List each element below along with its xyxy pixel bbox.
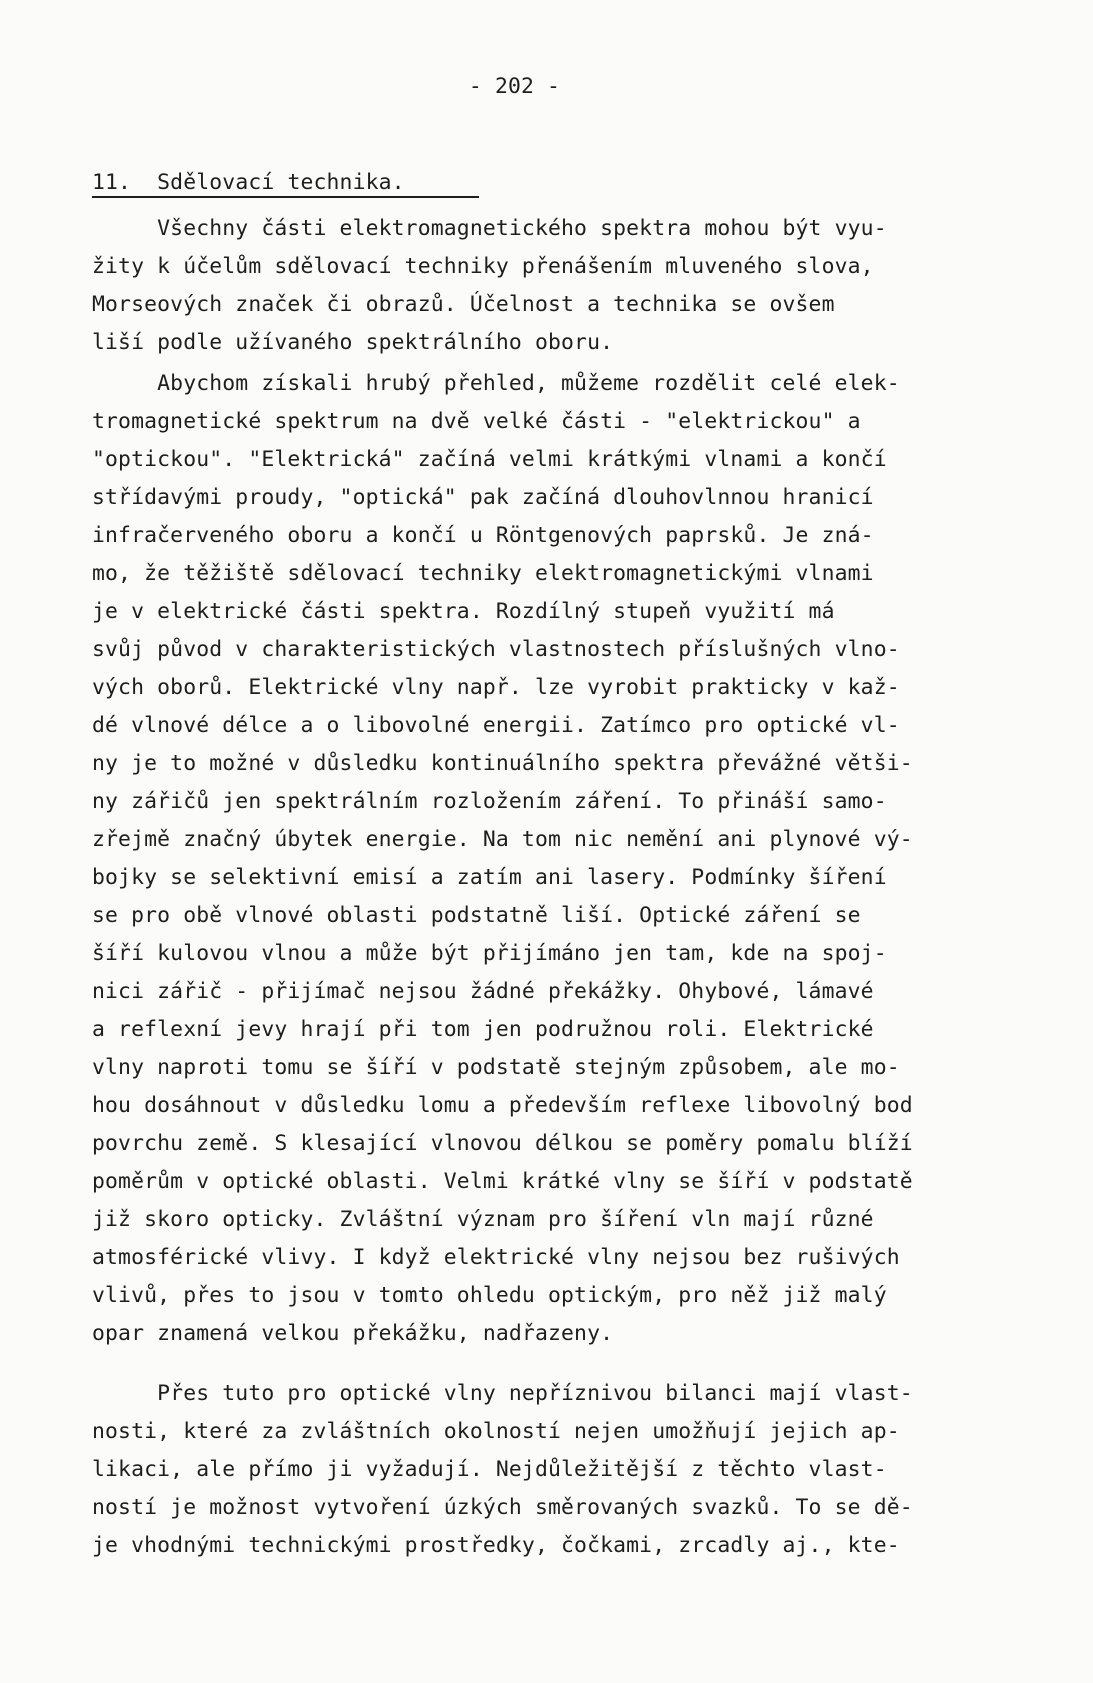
- text-line: bojky se selektivní emisí a zatím ani lasery. Podmínky šíření: [92, 865, 887, 890]
- text-line: Morseových značek či obrazů. Účelnost a technika se ovšem: [92, 292, 835, 317]
- text-line: infračerveného oboru a končí u Röntgenových paprsků. Je zná-: [92, 523, 874, 548]
- text-line: svůj původ v charakteristických vlastnostech příslušných vlno-: [92, 637, 900, 662]
- text-line: likaci, ale přímo ji vyžadují. Nejdůležitější z těchto vlast-: [92, 1457, 887, 1482]
- heading-underline: [92, 196, 479, 198]
- text-line: vlivů, přes to jsou v tomto ohledu optickým, pro něž již malý: [92, 1283, 887, 1308]
- text-line: šíří kulovou vlnou a může být přijímáno jen tam, kde na spoj-: [92, 941, 887, 966]
- text-line: Abychom získali hrubý přehled, můžeme rozdělit celé elek-: [92, 371, 900, 396]
- text-line: mo, že těžiště sdělovací techniky elektromagnetickými vlnami: [92, 561, 874, 586]
- text-line: je v elektrické části spektra. Rozdílný stupeň využití má: [92, 599, 835, 624]
- text-line: opar znamená velkou překážku, nadřazeny.: [92, 1321, 614, 1346]
- text-line: nici zářič - přijímač nejsou žádné překážky. Ohybové, lámavé: [92, 979, 874, 1004]
- text-line: vlny naproti tomu se šíří v podstatě stejným způsobem, ale mo-: [92, 1055, 900, 1080]
- text-line: tromagnetické spektrum na dvě velké části - "elektrickou" a: [92, 409, 861, 434]
- text-line: Přes tuto pro optické vlny nepříznivou bilanci mají vlast-: [92, 1381, 913, 1406]
- section-heading: [92, 170, 405, 195]
- text-line: ny zářičů jen spektrálním rozložením záření. To přináší samo-: [92, 789, 887, 814]
- text-line: žity k účelům sdělovací techniky přenášením mluveného slova,: [92, 254, 874, 279]
- text-line: liší podle užívaného spektrálního oboru.: [92, 330, 614, 355]
- text-line: se pro obě vlnové oblasti podstatně liší. Optické záření se: [92, 903, 861, 928]
- section-title: Sdělovací technika.: [157, 170, 405, 195]
- text-line: Všechny části elektromagnetického spektra mohou být vyu-: [92, 216, 887, 241]
- section-number: 11.: [92, 170, 132, 195]
- text-line: ny je to možné v důsledku kontinuálního spektra převážné větši-: [92, 751, 913, 776]
- text-line: atmosférické vlivy. I když elektrické vlny nejsou bez rušivých: [92, 1245, 900, 1270]
- text-line: ností je možnost vytvoření úzkých směrovaných svazků. To se dě-: [92, 1495, 913, 1520]
- text-line: hou dosáhnout v důsledku lomu a především reflexe libovolný bod: [92, 1093, 913, 1118]
- text-line: vých oborů. Elektrické vlny např. lze vyrobit prakticky v kaž-: [92, 675, 900, 700]
- text-line: "optickou". "Elektrická" začíná velmi krátkými vlnami a končí: [92, 447, 887, 472]
- text-line: nosti, které za zvláštních okolností nejen umožňují jejich ap-: [92, 1419, 900, 1444]
- text-line: střídavými proudy, "optická" pak začíná dlouhovlnnou hranicí: [92, 485, 874, 510]
- text-line: a reflexní jevy hrají při tom jen podružnou roli. Elektrické: [92, 1017, 874, 1042]
- page-number: - 202 -: [468, 74, 561, 99]
- text-line: povrchu země. S klesající vlnovou délkou se poměry pomalu blíží: [92, 1131, 913, 1156]
- text-line: již skoro opticky. Zvláštní význam pro šíření vln mají různé: [92, 1207, 874, 1232]
- text-line: je vhodnými technickými prostředky, čočkami, zrcadly aj., kte-: [92, 1533, 900, 1558]
- text-line: zřejmě značný úbytek energie. Na tom nic nemění ani plynové vý-: [92, 827, 913, 852]
- text-line: dé vlnové délce a o libovolné energii. Zatímco pro optické vl-: [92, 713, 900, 738]
- text-line: poměrům v optické oblasti. Velmi krátké vlny se šíří v podstatě: [92, 1169, 913, 1194]
